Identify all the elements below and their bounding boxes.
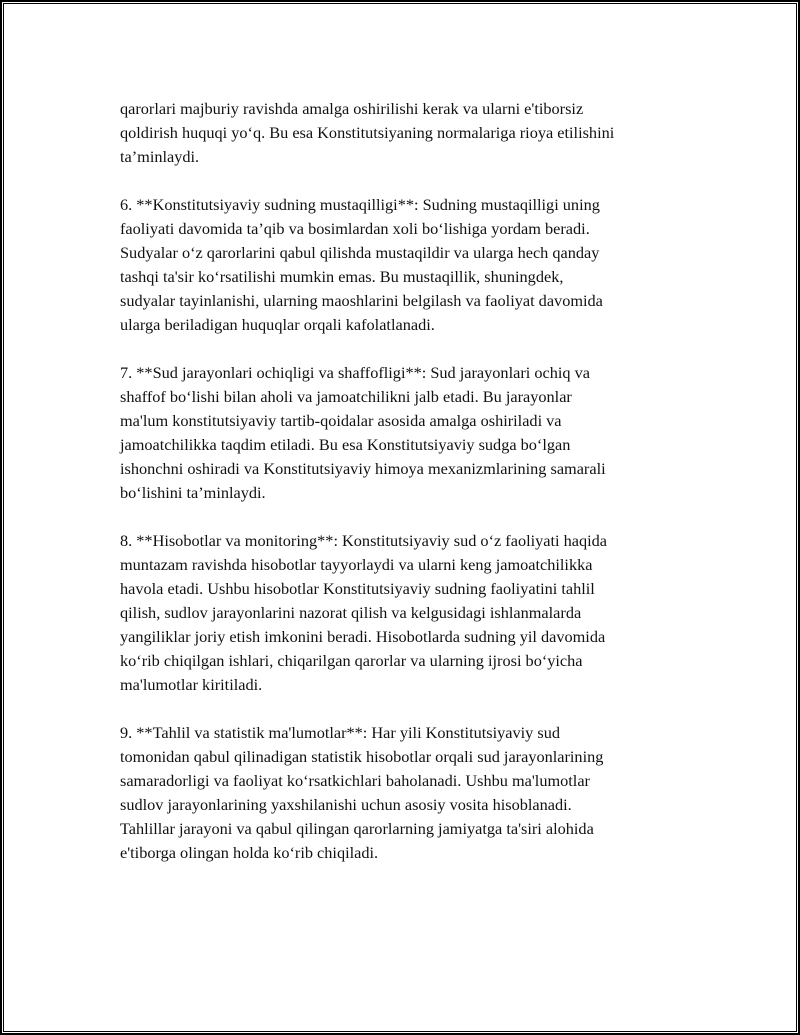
text-line: qarorlari majburiy ravishda amalga oshirilishi kerak va ularni e'tiborsiz bbox=[120, 99, 584, 118]
text-line: sudlov jarayonlarining yaxshilanishi uchun asosiy vosita hisoblanadi. bbox=[120, 795, 572, 814]
text-line: sudyalar tayinlanishi, ularning maoshlarini belgilash va faoliyat davomida bbox=[120, 291, 603, 310]
paragraph-item-9 bbox=[120, 721, 690, 865]
text-line: 8. **Hisobotlar va monitoring**: Konstitutsiyaviy sud o‘z faoliyati haqida bbox=[120, 531, 608, 550]
text-line: qilish, sudlov jarayonlarini nazorat qilish va kelgusidagi ishlanmalarda bbox=[120, 603, 582, 622]
text-line: shaffof bo‘lishi bilan aholi va jamoatchilikni jalb etadi. Bu jarayonlar bbox=[120, 387, 572, 406]
text-line: jamoatchilikka taqdim etiladi. Bu esa Konstitutsiyaviy sudga bo‘lgan bbox=[120, 435, 571, 454]
document-body bbox=[120, 97, 690, 889]
text-line: e'tiborga olingan holda ko‘rib chiqiladi. bbox=[120, 843, 379, 862]
paragraph-item-6 bbox=[120, 193, 690, 337]
text-line: 6. **Konstitutsiyaviy sudning mustaqilligi**: Sudning mustaqilligi uning bbox=[120, 195, 600, 214]
text-line: Tahlillar jarayoni va qabul qilingan qarorlarning jamiyatga ta'siri alohida bbox=[120, 819, 594, 838]
text-line: Sudyalar o‘z qarorlarini qabul qilishda mustaqildir va ularga hech qanday bbox=[120, 243, 600, 262]
text-line: tashqi ta'sir ko‘rsatilishi mumkin emas. Bu mustaqillik, shuningdek, bbox=[120, 267, 564, 286]
text-line: 9. **Tahlil va statistik ma'lumotlar**: Har yili Konstitutsiyaviy sud bbox=[120, 723, 560, 742]
paragraph-continuation bbox=[120, 97, 690, 169]
text-line: ko‘rib chiqilgan ishlari, chiqarilgan qarorlar va ularning ijrosi bo‘yicha bbox=[120, 651, 583, 670]
text-line: 7. **Sud jarayonlari ochiqligi va shaffofligi**: Sud jarayonlari ochiq va bbox=[120, 363, 590, 382]
text-line: ta’minlaydi. bbox=[120, 147, 200, 166]
text-line: yangiliklar joriy etish imkonini beradi. Hisobotlarda sudning yil davomida bbox=[120, 627, 606, 646]
text-line: faoliyati davomida ta’qib va bosimlardan xoli bo‘lishiga yordam beradi. bbox=[120, 219, 590, 238]
text-line: ularga beriladigan huquqlar orqali kafolatlanadi. bbox=[120, 315, 435, 334]
text-line: bo‘lishini ta’minlaydi. bbox=[120, 483, 266, 502]
text-line: ma'lum konstitutsiyaviy tartib-qoidalar asosida amalga oshiriladi va bbox=[120, 411, 562, 430]
text-line: tomonidan qabul qilinadigan statistik hisobotlar orqali sud jarayonlarining bbox=[120, 747, 604, 766]
paragraph-item-7 bbox=[120, 361, 690, 505]
text-line: samaradorligi va faoliyat ko‘rsatkichlari baholanadi. Ushbu ma'lumotlar bbox=[120, 771, 590, 790]
text-line: qoldirish huquqi yo‘q. Bu esa Konstitutsiyaning normalariga rioya etilishini bbox=[120, 123, 615, 142]
text-line: ishonchni oshiradi va Konstitutsiyaviy himoya mexanizmlarining samarali bbox=[120, 459, 606, 478]
text-line: ma'lumotlar kiritiladi. bbox=[120, 675, 263, 694]
paragraph-item-8 bbox=[120, 529, 690, 697]
text-line: havola etadi. Ushbu hisobotlar Konstitutsiyaviy sudning faoliyatini tahlil bbox=[120, 579, 595, 598]
text-line: muntazam ravishda hisobotlar tayyorlaydi va ularni keng jamoatchilikka bbox=[120, 555, 593, 574]
